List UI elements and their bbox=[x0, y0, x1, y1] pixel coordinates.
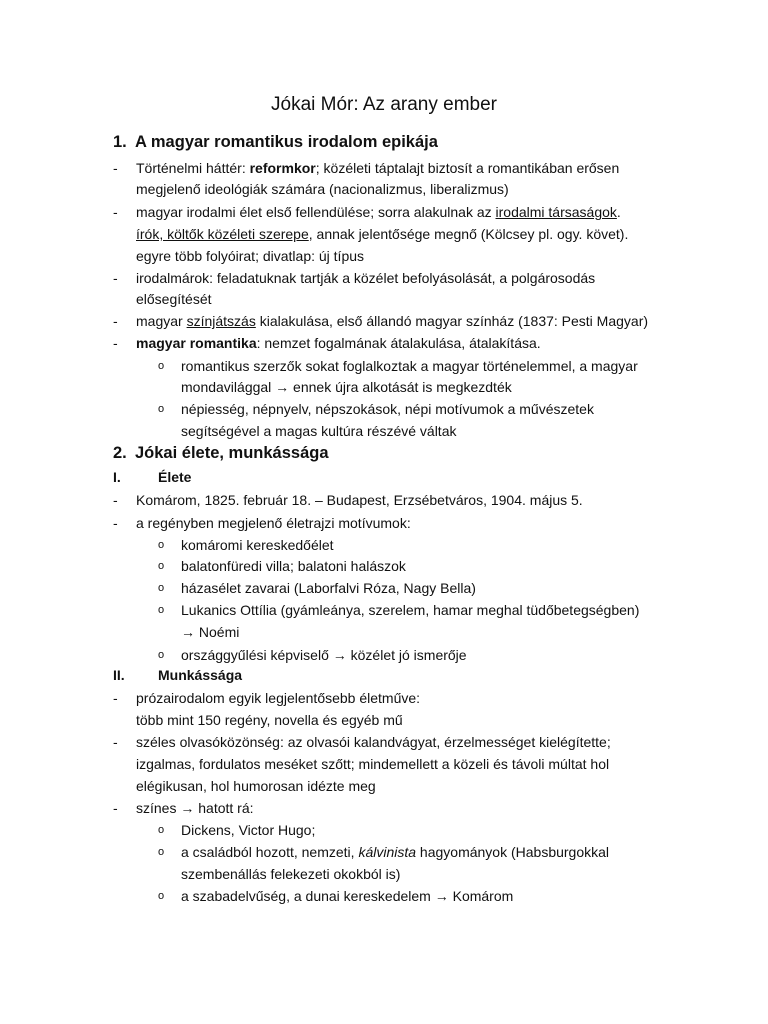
sub-bullet: o bbox=[158, 890, 165, 902]
sub-bullet: o bbox=[158, 560, 165, 572]
list-item-text: irodalmárok: feladatuknak tartják a közélet befolyásolását, a polgárosodás bbox=[136, 270, 596, 286]
list-item-continuation: több mint 150 regény, novella és egyéb mű bbox=[136, 712, 403, 728]
text-segment: kialakulása, első állandó magyar színház (1837: Pesti Magyar) bbox=[255, 313, 649, 329]
list-item-text bbox=[136, 311, 648, 331]
sub-bullet: o bbox=[158, 403, 165, 415]
list-dash: - bbox=[113, 734, 118, 750]
text-segment: közélet jó ismerője bbox=[346, 647, 467, 663]
underlined-term: írók, költők közéleti szerepe bbox=[136, 226, 309, 242]
arrow-icon: → bbox=[275, 379, 290, 395]
list-dash: - bbox=[113, 270, 118, 286]
sub-item-continuation: szembenállás felekezeti okokból is) bbox=[181, 866, 401, 882]
text-segment: ; közéleti táptalajt biztosít a romantikában erősen bbox=[315, 160, 620, 176]
list-dash: - bbox=[113, 492, 118, 508]
text-segment: : nemzet fogalmának átalakulása, átalakítása. bbox=[256, 335, 541, 351]
list-item-continuation: elősegítését bbox=[136, 291, 212, 307]
sub-bullet: o bbox=[158, 649, 165, 661]
text-segment: magyar irodalmi élet első fellendülése; sorra alakulnak az bbox=[136, 204, 496, 220]
list-dash: - bbox=[113, 690, 118, 706]
sub-item-continuation: segítségével a magas kultúra részévé váltak bbox=[181, 423, 457, 439]
bold-term-reformkor: reformkor bbox=[249, 160, 316, 176]
sub-item-continuation bbox=[181, 377, 512, 397]
list-item-continuation: egyre több folyóirat; divatlap: új típus bbox=[136, 248, 365, 264]
text-segment: Történelmi háttér: bbox=[136, 160, 250, 176]
sub-item-text: balatonfüredi villa; balatoni halászok bbox=[181, 558, 406, 574]
list-item-text bbox=[136, 202, 621, 222]
text-segment: hagyományok (Habsburgokkal bbox=[416, 844, 610, 860]
section-1-number: 1. bbox=[113, 133, 127, 151]
italic-term: kálvinista bbox=[358, 844, 417, 860]
sub-item-text bbox=[181, 842, 609, 862]
list-item-continuation bbox=[136, 224, 628, 244]
sub-bullet: o bbox=[158, 582, 165, 594]
section-2-title: Jókai élete, munkássága bbox=[135, 444, 329, 462]
list-item-continuation: megjelenő ideológiák számára (nacionalizmus, liberalizmus) bbox=[136, 181, 509, 197]
list-dash: - bbox=[113, 160, 118, 176]
list-item-continuation: izgalmas, fordulatos meséket szőtt; mindemellett a közeli és távoli múltat hol bbox=[136, 756, 610, 772]
section-2-heading bbox=[113, 444, 329, 463]
list-item-text bbox=[136, 333, 541, 353]
section-1-heading bbox=[113, 133, 438, 152]
list-dash: - bbox=[113, 515, 118, 531]
list-item-text bbox=[136, 158, 619, 178]
bold-term: magyar romantika bbox=[136, 335, 257, 351]
arrow-icon: → bbox=[181, 624, 195, 640]
text-segment: mondavilággal bbox=[181, 379, 276, 395]
list-dash: - bbox=[113, 204, 118, 220]
sub-item-text: Lukanics Ottília (gyámleánya, szerelem, hamar meghal tüdőbetegségben) bbox=[181, 602, 640, 618]
list-dash: - bbox=[113, 313, 118, 329]
subsection-1-heading bbox=[113, 469, 191, 485]
arrow-icon: → bbox=[332, 647, 347, 663]
list-item-text: színes → hatott rá: bbox=[136, 800, 254, 816]
underlined-term: színjátszás bbox=[186, 313, 256, 329]
subsection-1-title: Élete bbox=[158, 469, 192, 485]
list-dash: - bbox=[113, 800, 118, 816]
sub-bullet: o bbox=[158, 360, 165, 372]
text-segment: , annak jelentősége megnő (Kölcsey pl. ogy. követ). bbox=[308, 226, 629, 242]
underlined-term: irodalmi társaságok bbox=[495, 204, 617, 220]
sub-item-text: romantikus szerzők sokat foglalkoztak a magyar történelemmel, a magyar bbox=[181, 358, 638, 374]
sub-item-text bbox=[181, 645, 467, 665]
section-1-title: A magyar romantikus irodalom epikája bbox=[135, 133, 438, 151]
sub-item-text: Dickens, Victor Hugo; bbox=[181, 822, 316, 838]
sub-item-text: házasélet zavarai (Laborfalvi Róza, Nagy Bella) bbox=[181, 580, 476, 596]
list-item-text: széles olvasóközönség: az olvasói kalandvágyat, érzelmességet kielégítette; bbox=[136, 734, 611, 750]
sub-item-text: népiesség, népnyelv, népszokások, népi motívumok a művészetek bbox=[181, 401, 594, 417]
sub-item-continuation bbox=[181, 622, 239, 642]
text-segment: országgyűlési képviselő bbox=[181, 647, 333, 663]
subsection-2-number: II. bbox=[113, 667, 125, 683]
sub-bullet: o bbox=[158, 604, 165, 616]
subsection-2-heading bbox=[113, 667, 242, 683]
sub-bullet: o bbox=[158, 539, 165, 551]
text-segment: . bbox=[616, 204, 621, 220]
list-item-text: prózairodalom egyik legjelentősebb életműve: bbox=[136, 690, 421, 706]
list-item-text: a regényben megjelenő életrajzi motívumok: bbox=[136, 515, 411, 531]
list-item-text: Komárom, 1825. február 18. – Budapest, Erzsébetváros, 1904. május 5. bbox=[136, 492, 583, 508]
document-title: Jókai Mór: Az arany ember bbox=[271, 94, 497, 115]
text-segment: a családból hozott, nemzeti, bbox=[181, 844, 359, 860]
section-2-number: 2. bbox=[113, 444, 127, 462]
sub-bullet: o bbox=[158, 824, 165, 836]
list-dash: - bbox=[113, 335, 118, 351]
text-segment: Noémi bbox=[195, 624, 240, 640]
sub-item-text: a szabadelvűség, a dunai kereskedelem → Komárom bbox=[181, 888, 514, 904]
sub-bullet: o bbox=[158, 846, 165, 858]
list-item-continuation: elégikusan, hol humorosan idézte meg bbox=[136, 778, 376, 794]
text-segment: ennek újra alkotását is megkezdték bbox=[289, 379, 512, 395]
subsection-2-title: Munkássága bbox=[158, 667, 243, 683]
sub-item-text: komáromi kereskedőélet bbox=[181, 537, 334, 553]
text-segment: magyar bbox=[136, 313, 187, 329]
subsection-1-number: I. bbox=[113, 469, 121, 485]
